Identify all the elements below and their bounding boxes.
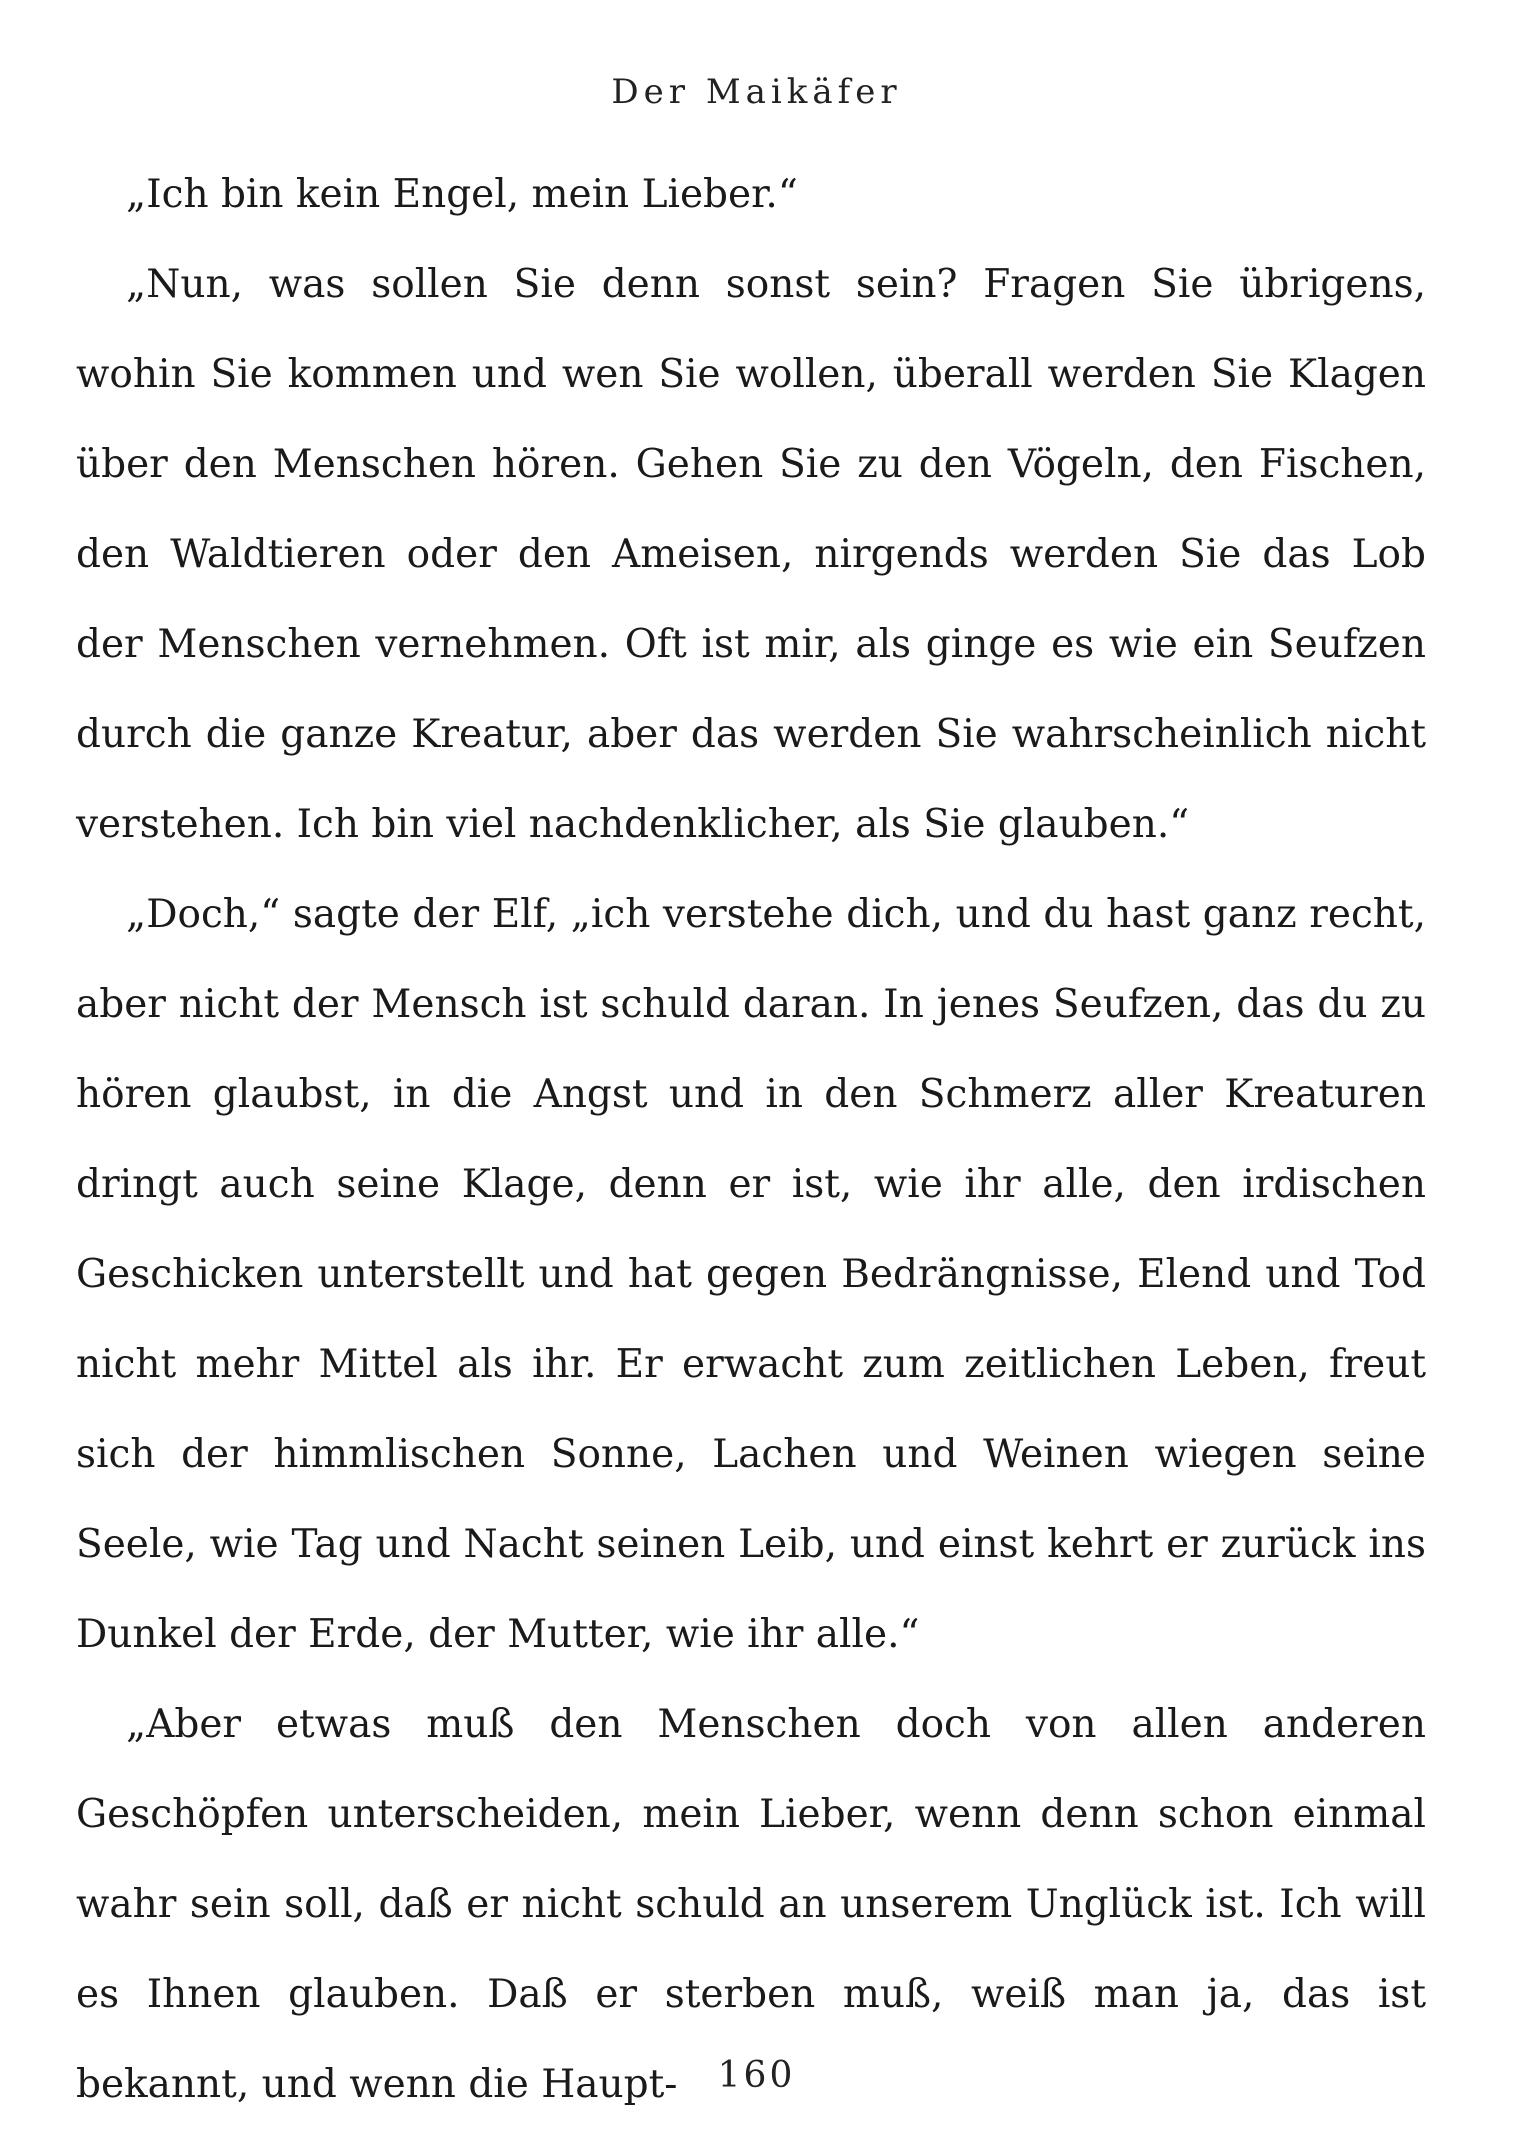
paragraph-2: „Nun, was sollen Sie denn sonst sein? Fragen Sie übrigens, wohin Sie kommen und wen Sie wollen, überall werden Sie Klagen über den Menschen hören. Gehen Sie zu den Vögeln, den Fischen, den Waldtieren oder den Ameisen, nirgends werden Sie das Lob der Menschen vernehmen. Oft ist mir, als ginge es wie ein Seufzen durch die ganze Kreatur, aber das werden Sie wahrscheinlich nicht verstehen. Ich bin viel nachdenklicher, als Sie glauben.“ — [76, 262, 1426, 847]
body-text — [76, 150, 1426, 2130]
page-number: 160 — [717, 2055, 796, 2096]
paragraph-1: „Ich bin kein Engel, mein Lieber.“ — [126, 172, 798, 217]
paragraph-3: „Doch,“ sagte der Elf, „ich verstehe dich, und du hast ganz recht, aber nicht der Mensch ist schuld daran. In jenes Seufzen, das du zu hören glaubst, in die Angst und in den Schmerz aller Kreaturen dringt auch seine Klage, denn er ist, wie ihr alle, den irdischen Geschicken unterstellt und hat gegen Bedrängnisse, Elend und Tod nicht mehr Mittel als ihr. Er erwacht zum zeitlichen Leben, freut sich der himmlischen Sonne, Lachen und Weinen wiegen seine Seele, wie Tag und Nacht seinen Leib, und einst kehrt er zurück ins Dunkel der Erde, der Mutter, wie ihr alle.“ — [76, 892, 1426, 1657]
paragraph-4: „Aber etwas muß den Menschen doch von allen anderen Geschöpfen unterscheiden, mein Lieber, wenn denn schon einmal wahr sein soll, daß er nicht schuld an unserem Unglück ist. Ich will es Ihnen glauben. Daß er sterben muß, weiß man ja, das ist bekannt, und wenn die Haupt- — [76, 1702, 1426, 2107]
running-head: Der Maikäfer — [611, 72, 902, 112]
